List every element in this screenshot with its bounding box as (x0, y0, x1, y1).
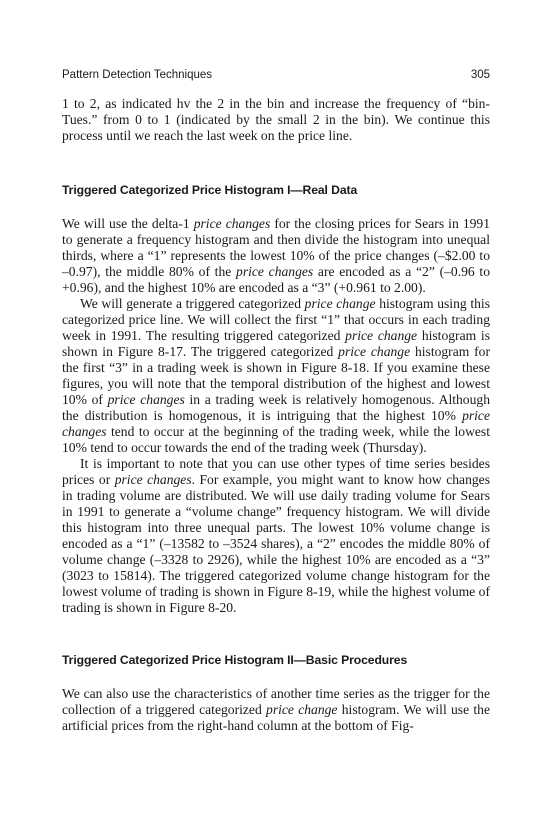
paragraph-4: We can also use the characteristics of another time series as the trigger for the collection of a triggered categorized price change histogram. We will use the artificial prices from the right-hand column at the bottom of Fig- (62, 686, 491, 733)
section-2-body (62, 686, 490, 734)
paragraph-1: We will use the delta-1 price changes for the closing prices for Sears in 1991 to generate a frequency histogram and then divide the histogram into unequal thirds, where a “1” represents the lowest 10% of the price changes (–$2.00 to –0.97), the middle 80% of the price changes are encoded as a “2” (–0.96 to +0.96), and the highest 10% are encoded as a “3” (+0.961 to 2.00). (62, 216, 491, 295)
paragraph-3: It is important to note that you can use other types of time series besides prices or price changes. For example, you might want to know how changes in trading volume are distributed. We will use daily trading volume for Sears in 1991 to generate a “volume change” frequency histogram. We will divide this histogram into three unequal parts. The lowest 10% volume change is encoded as a “1” (–13582 to –3524 shares), a “2” encodes the middle 80% of volume change (–3328 to 2926), while the highest 10% are encoded as a “3” (3023 to 15814). The triggered categorized volume change histogram for the lowest volume of trading is shown in Figure 8-19, while the highest volume of trading is shown in Figure 8-20. (62, 456, 490, 615)
intro-block (62, 96, 490, 144)
running-title: Pattern Detection Techniques (62, 69, 213, 81)
section-heading-2: Triggered Categorized Price Histogram II—Basic Procedures (62, 653, 408, 667)
page-number: 305 (470, 69, 490, 81)
running-header (62, 69, 490, 81)
section-1-body (62, 216, 490, 616)
intro-paragraph: 1 to 2, as indicated hv the 2 in the bin and increase the frequency of “bin-Tues.” from 0 to 1 (indicated by the small 2 in the bin). We continue this process until we reach the last week on the price line. (62, 96, 490, 143)
paragraph-2: We will generate a triggered categorized price change histogram using this categorized price line. We will collect the first “1” that occurs in each trading week in 1991. The resulting triggered categorized price change histogram is shown in Figure 8-17. The triggered categorized price change histogram for the first “3” in a trading week is shown in Figure 8-18. If you examine these figures, you will note that the temporal distribution of the highest and lowest 10% of price changes in a trading week is relatively homogenous. Although the distribution is homogenous, it is intriguing that the highest 10% price changes tend to occur at the beginning of the trading week, while the lowest 10% tend to occur towards the end of the trading week (Thursday). (62, 296, 490, 455)
section-heading-1: Triggered Categorized Price Histogram I—Real Data (62, 183, 358, 197)
